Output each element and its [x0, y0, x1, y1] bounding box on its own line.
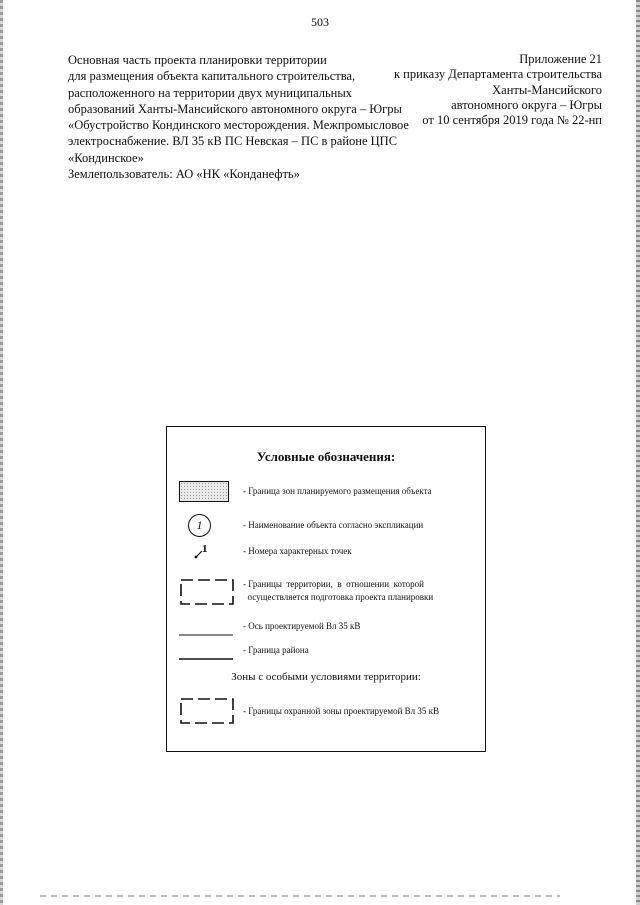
legend-row-text: - Ось проектируемой Вл 35 кВ: [243, 621, 361, 631]
legend-box: [166, 426, 486, 752]
project-header-line: Основная часть проекта планировки территории: [68, 53, 327, 67]
project-header-line: для размещения объекта капитального строительства,: [68, 69, 356, 84]
legend-row-text: - Граница района: [243, 645, 309, 655]
scan-edge-left: [0, 0, 3, 905]
legend-title: Условные обозначения:: [256, 449, 396, 464]
project-header: [68, 52, 408, 182]
dotted-boundary-box-icon: [179, 481, 229, 502]
appendix-line: Приложение 21: [519, 52, 602, 66]
scan-edge-right: [636, 0, 640, 905]
legend-row-text: - Наименование объекта согласно экспликации: [243, 520, 424, 530]
appendix-header: [362, 52, 602, 128]
axis-line-icon: [179, 624, 233, 642]
appendix-line: к приказу Департамента строительства: [393, 67, 602, 82]
project-header-line: расположенного на территории двух муниципальных: [68, 85, 353, 100]
appendix-line: от 10 сентября 2019 года № 22-нп: [422, 113, 602, 128]
legend-row-text-line: осуществляется подготовка проекта планировки: [243, 591, 434, 602]
project-header-line: образований Ханты-Мансийского автономного округа – Югры: [68, 101, 402, 116]
legend-row-text: - Граница зон планируемого размещения объекта: [243, 486, 432, 496]
point-marker-number: 1: [202, 543, 208, 555]
land-user-line: Землепользователь: АО «НК «Конданефть»: [68, 167, 300, 182]
legend-row-text-line: - Границы территории, в отношении которой: [243, 579, 424, 589]
project-header-line: «Кондинское»: [68, 150, 144, 165]
project-header-line: «Обустройство Кондинского месторождения. Межпромысловое: [68, 118, 409, 133]
zones-heading: Зоны с особыми условиями территории:: [231, 671, 421, 683]
page-number: 503: [311, 15, 329, 29]
appendix-line: автономного округа – Югры: [451, 97, 602, 112]
dashed-frame-icon: [179, 697, 235, 730]
district-boundary-line-icon: [179, 648, 233, 666]
legend-row-text: - Номера характерных точек: [243, 546, 352, 556]
dashed-frame-icon: [179, 578, 235, 611]
legend-row-text: [243, 578, 433, 603]
appendix-line: Ханты-Мансийского: [492, 82, 602, 97]
point-marker-icon: [193, 541, 213, 566]
scan-artifact-bottom: [40, 895, 560, 897]
project-header-line: электроснабжение. ВЛ 35 кВ ПС Невская – ПС в районе ЦПС: [68, 134, 398, 149]
circled-number-icon: 1: [188, 514, 211, 537]
legend-row-text: - Границы охранной зоны проектируемой Вл 35 кВ: [243, 706, 440, 716]
